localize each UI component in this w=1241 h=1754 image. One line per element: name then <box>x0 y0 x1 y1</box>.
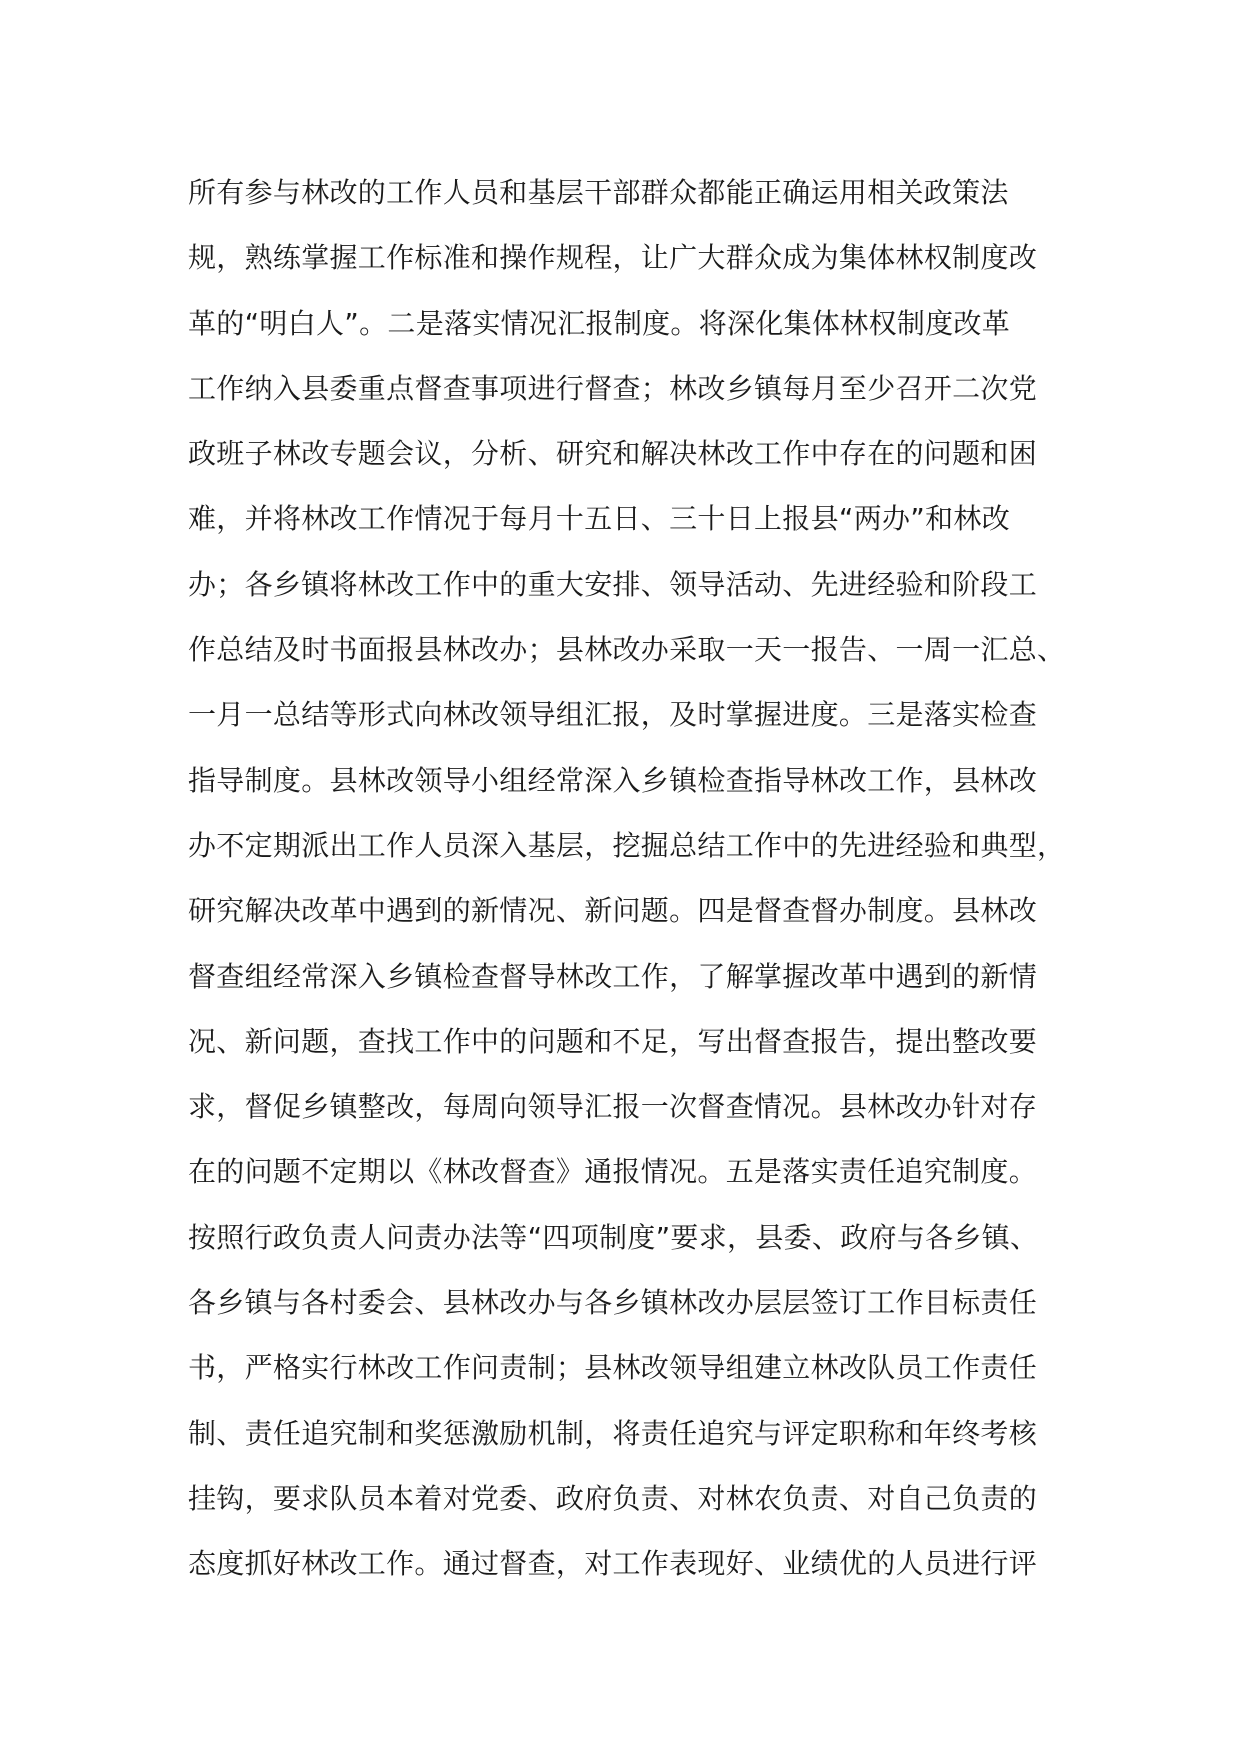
text-line: 革的“明白人”。二是落实情况汇报制度。将深化集体林权制度改革 <box>188 306 1011 340</box>
text-line: 研究解决改革中遇到的新情况、新问题。四是督查督办制度。县林改 <box>188 894 1038 928</box>
text-line: 所有参与林改的工作人员和基层干部群众都能正确运用相关政策法 <box>188 176 1009 209</box>
text-line: 办；各乡镇将林改工作中的重大安排、领导活动、先进经验和阶段工 <box>188 567 1038 601</box>
text-line: 按照行政负责人问责办法等“四项制度”要求，县委、政府与各乡镇、 <box>188 1220 1039 1254</box>
text-line: 工作纳入县委重点督查事项进行督查；林改乡镇每月至少召开二次党 <box>188 371 1038 405</box>
text-line: 况、新问题，查找工作中的问题和不足，写出督查报告，提出整改要 <box>188 1024 1038 1058</box>
text-line: 挂钩，要求队员本着对党委、政府负责、对林农负责、对自己负责的 <box>188 1481 1038 1515</box>
text-line: 政班子林改专题会议，分析、研究和解决林改工作中存在的问题和困 <box>188 437 1038 471</box>
text-line: 一月一总结等形式向林改领导组汇报，及时掌握进度。三是落实检查 <box>188 698 1038 732</box>
text-line: 督查组经常深入乡镇检查督导林改工作，了解掌握改革中遇到的新情 <box>188 959 1038 993</box>
text-line: 办不定期派出工作人员深入基层，挖掘总结工作中的先进经验和典型， <box>188 828 1066 862</box>
text-line: 在的问题不定期以《林改督查》通报情况。五是落实责任追究制度。 <box>188 1155 1038 1189</box>
text-line: 难，并将林改工作情况于每月十五日、三十日上报县“两办”和林改 <box>188 502 1011 536</box>
text-line: 书，严格实行林改工作问责制；县林改领导组建立林改队员工作责任 <box>188 1351 1038 1385</box>
text-line: 制、责任追究制和奖惩激励机制，将责任追究与评定职称和年终考核 <box>188 1416 1038 1450</box>
text-line: 求，督促乡镇整改，每周向领导汇报一次督查情况。县林改办针对存 <box>188 1090 1038 1124</box>
body-text <box>188 160 1088 1597</box>
text-line: 作总结及时书面报县林改办；县林改办采取一天一报告、一周一汇总、 <box>188 633 1066 667</box>
text-line: 规，熟练掌握工作标准和操作规程，让广大群众成为集体林权制度改 <box>188 241 1038 275</box>
text-line: 态度抓好林改工作。通过督查，对工作表现好、业绩优的人员进行评 <box>188 1547 1038 1581</box>
text-line: 指导制度。县林改领导小组经常深入乡镇检查指导林改工作，县林改 <box>188 763 1038 797</box>
text-line: 各乡镇与各村委会、县林改办与各乡镇林改办层层签订工作目标责任 <box>188 1286 1038 1320</box>
